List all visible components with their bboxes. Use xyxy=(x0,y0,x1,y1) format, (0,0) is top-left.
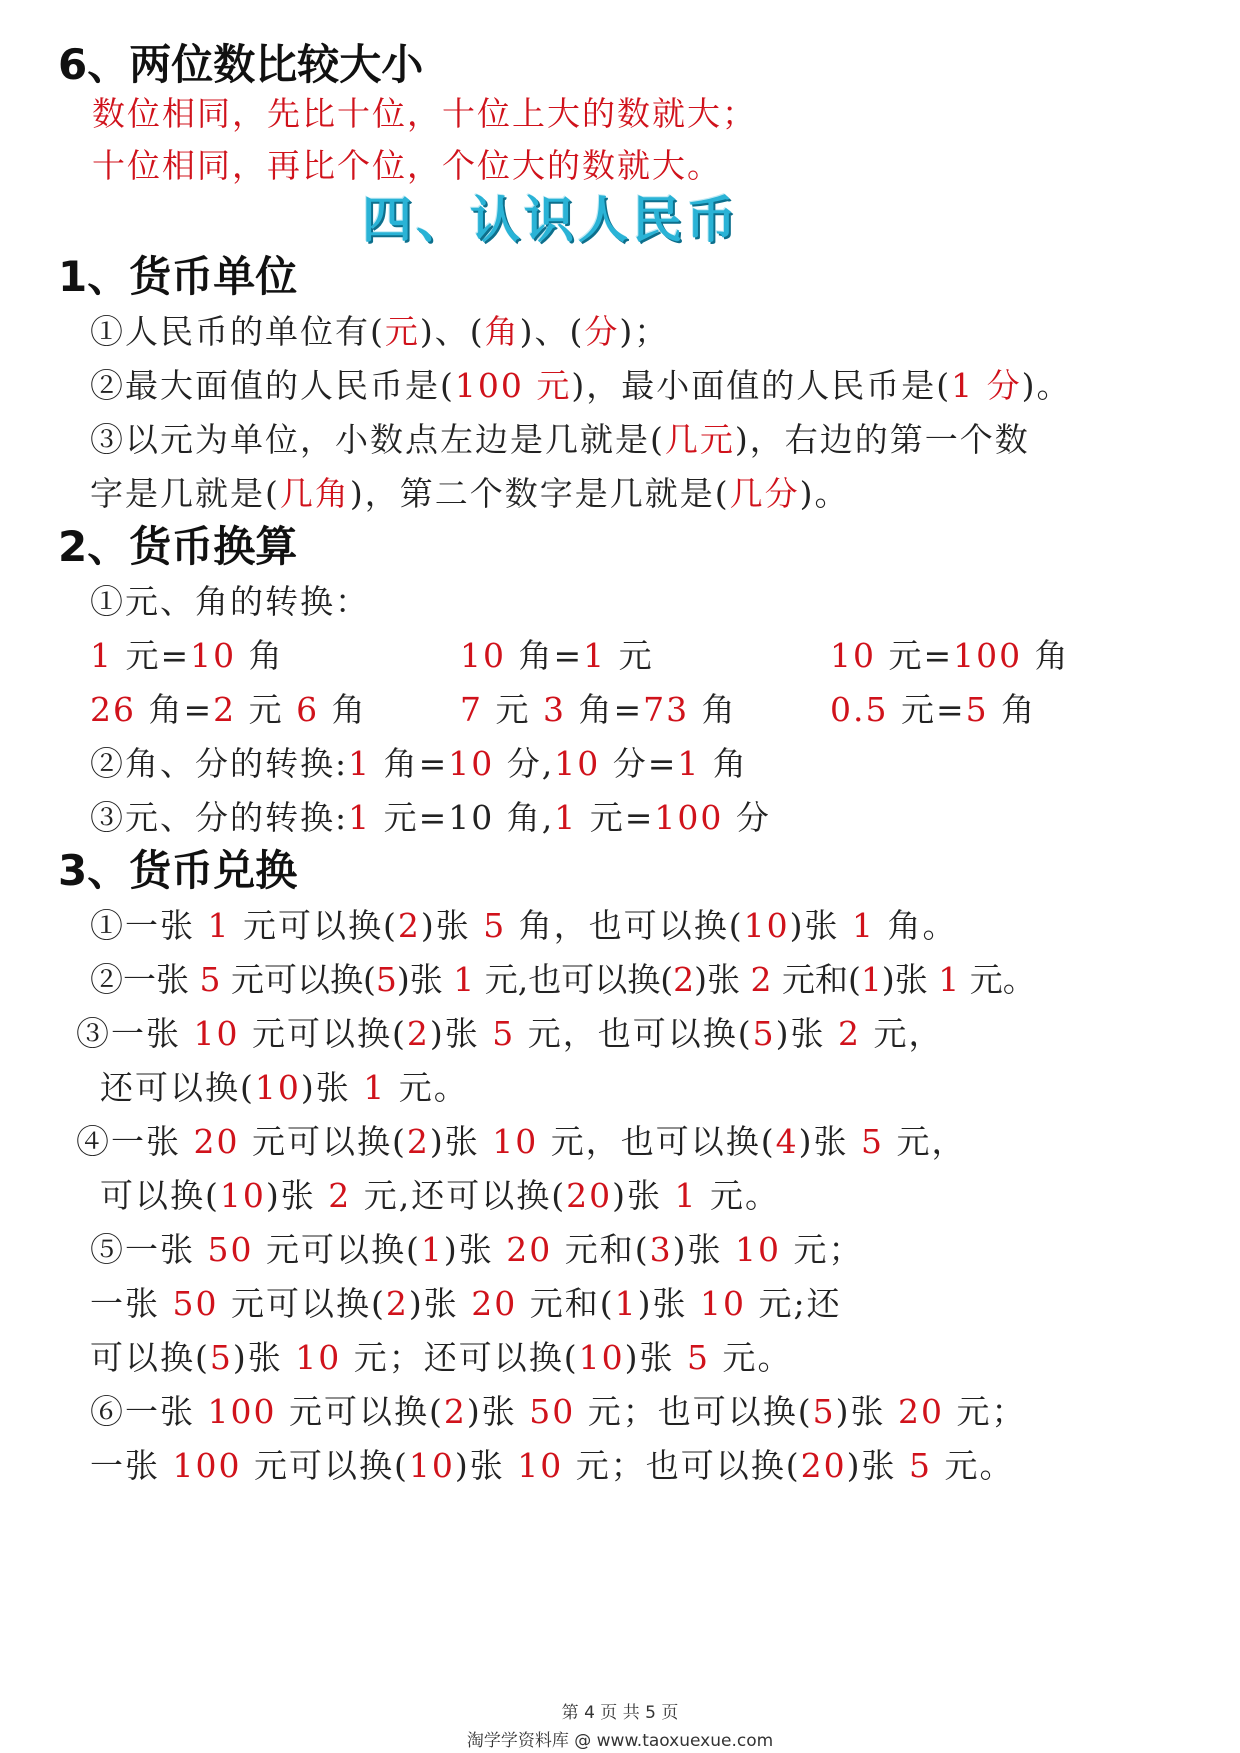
conversion-example-5: 7 元 3 角=73 角 xyxy=(460,690,737,729)
exchange-line-8: 一张 50 元可以换(2)张 20 元和(1)张 10 元;还 xyxy=(90,1284,842,1323)
yuan-jiao-conversion-label: ①元、角的转换： xyxy=(90,582,370,621)
conversion-example-2: 10 角=1 元 xyxy=(460,636,654,675)
exchange-line-3: ③一张 10 元可以换(2)张 5 元，也可以换(5)张 2 元， xyxy=(76,1014,944,1053)
units-line-4: 字是几就是(几角)，第二个数字是几就是(几分)。 xyxy=(90,474,850,513)
exchange-line-4: 还可以换(10)张 1 元。 xyxy=(100,1068,469,1107)
exchange-line-6: 可以换(10)张 2 元,还可以换(20)张 1 元。 xyxy=(100,1176,780,1215)
jiao-fen-conversion: ②角、分的转换:1 角=10 分,10 分=1 角 xyxy=(90,744,748,783)
conversion-example-3: 10 元=100 角 xyxy=(830,636,1070,675)
rule-line-1: 数位相同，先比十位，十位上大的数就大； xyxy=(92,94,757,133)
heading-currency-conversion: 2、货币换算 xyxy=(58,522,298,571)
page-number: 第 4 页 共 5 页 xyxy=(561,1703,679,1723)
units-line-3: ③以元为单位，小数点左边是几就是(几元)，右边的第一个数 xyxy=(90,420,1030,459)
exchange-line-5: ④一张 20 元可以换(2)张 10 元，也可以换(4)张 5 元， xyxy=(76,1122,967,1161)
yuan-fen-conversion: ③元、分的转换:1 元=10 角,1 元=100 分 xyxy=(90,798,771,837)
source-watermark: 淘学学资料库 @ www.taoxuexue.com xyxy=(466,1731,774,1751)
conversion-example-1: 1 元=10 角 xyxy=(90,636,284,675)
rule-line-2: 十位相同，再比个位，个位大的数就大。 xyxy=(92,146,722,185)
exchange-line-9: 可以换(5)张 10 元；还可以换(10)张 5 元。 xyxy=(90,1338,793,1377)
exchange-line-11: 一张 100 元可以换(10)张 10 元；也可以换(20)张 5 元。 xyxy=(90,1446,1015,1485)
heading-currency-exchange: 3、货币兑换 xyxy=(58,846,298,895)
units-line-2: ②最大面值的人民币是(100 元)，最小面值的人民币是(1 分)。 xyxy=(90,366,1072,405)
exchange-line-2: ②一张 5 元可以换(5)张 1 元,也可以换(2)张 2 元和(1)张 1 元。 xyxy=(90,960,1036,999)
section-title: 四、认识人民币 xyxy=(362,191,740,249)
units-line-1: ①人民币的单位有(元)、(角)、(分)； xyxy=(90,312,670,351)
exchange-line-10: ⑥一张 100 元可以换(2)张 50 元；也可以换(5)张 20 元； xyxy=(90,1392,1027,1431)
exchange-line-7: ⑤一张 50 元可以换(1)张 20 元和(3)张 10 元； xyxy=(90,1230,864,1269)
exchange-line-1: ①一张 1 元可以换(2)张 5 角，也可以换(10)张 1 角。 xyxy=(90,906,958,945)
conversion-example-6: 0.5 元=5 角 xyxy=(830,690,1037,729)
heading-compare-two-digit: 6、两位数比较大小 xyxy=(58,40,424,89)
conversion-example-4: 26 角=2 元 6 角 xyxy=(90,690,367,729)
heading-currency-units: 1、货币单位 xyxy=(58,252,298,301)
